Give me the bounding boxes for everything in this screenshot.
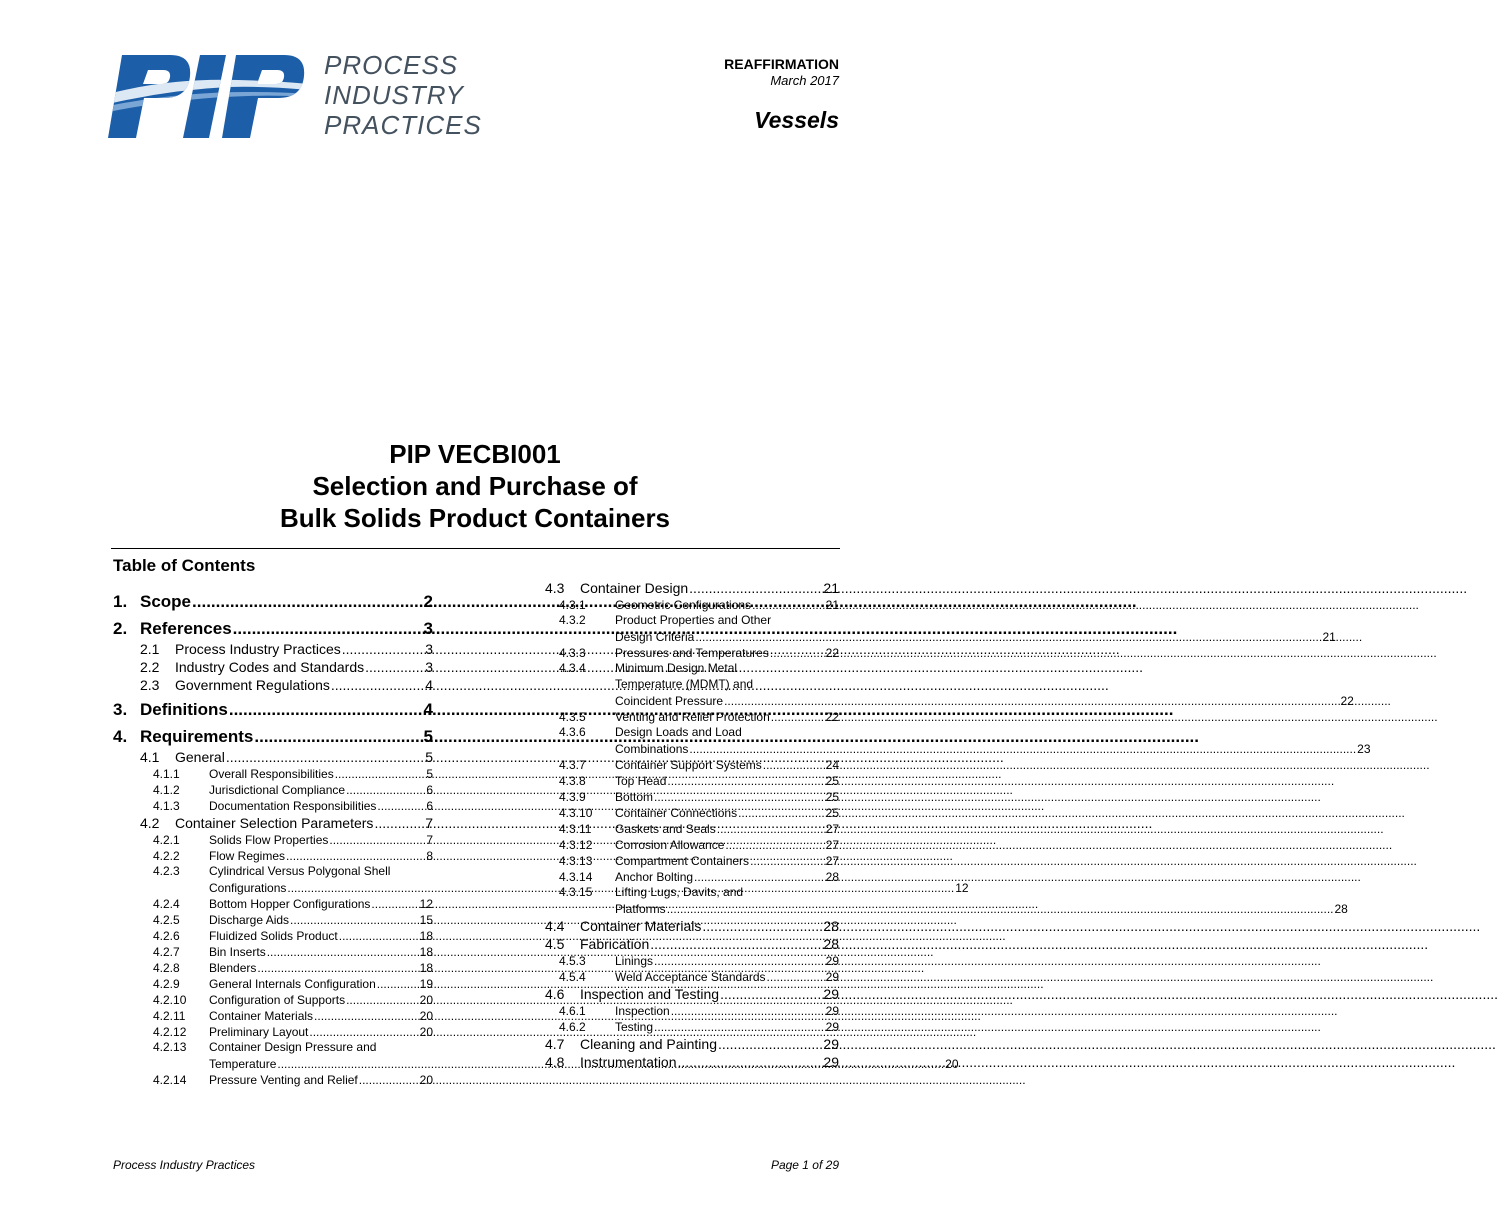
toc-entry[interactable] (545, 1052, 839, 1070)
toc-entry-number: 4.3.9 (559, 790, 586, 804)
toc-entry[interactable] (113, 813, 433, 831)
toc-leader-dots (377, 977, 419, 991)
toc-entry-last-line (615, 692, 1354, 708)
toc-entry-page: 23 (1357, 742, 1371, 756)
toc-leader-dots (314, 1009, 419, 1023)
toc-leader-dots (694, 870, 825, 884)
toc-entry-page: 20 (419, 1025, 433, 1039)
toc-leader-dots (650, 936, 822, 952)
toc-entry[interactable] (113, 959, 433, 975)
toc-entry[interactable] (113, 657, 433, 675)
toc-leader-dots (254, 727, 422, 747)
toc-entry[interactable] (113, 585, 433, 612)
toc-leader-dots (233, 619, 423, 639)
toc-entry[interactable] (113, 639, 433, 657)
toc-leader-dots (331, 677, 424, 693)
toc-entry-page: 29 (825, 1004, 839, 1018)
toc-entry-page: 22 (1340, 694, 1354, 708)
toc-entry-title: Gaskets and Seals (615, 822, 716, 836)
toc-entry-page: 3 (423, 619, 433, 638)
toc-entry-title: Container Materials (209, 1009, 314, 1023)
toc-entry-page: 28 (825, 870, 839, 884)
toc-leader-dots (724, 694, 1339, 708)
toc-entry-page: 3 (425, 659, 433, 675)
toc-entry-number: 4.2.6 (153, 929, 180, 943)
toc-entry[interactable] (545, 984, 839, 1002)
toc-entry-number: 4.2.11 (153, 1009, 186, 1023)
logo-wordmark (324, 50, 482, 140)
toc-entry[interactable] (545, 820, 839, 836)
toc-entry-page: 29 (823, 986, 839, 1002)
toc-entry-number: 4.3.5 (559, 710, 586, 724)
toc-leader-dots (267, 945, 419, 959)
toc-entry-page: 28 (1334, 902, 1348, 916)
toc-leader-dots (763, 758, 825, 772)
toc-entry-number: 4.2.4 (153, 897, 180, 911)
toc-entry-title: General (175, 749, 225, 765)
toc-entry-page: 25 (825, 790, 839, 804)
toc-entry-number: 4.3.15 (559, 885, 593, 899)
toc-leader-dots (346, 783, 425, 797)
toc-entry[interactable] (113, 943, 433, 959)
toc-entry-page: 20 (945, 1057, 959, 1071)
toc-entry-number: 4.3 (545, 580, 565, 596)
toc-entry-page: 5 (423, 727, 433, 746)
toc-entry-title: Platforms (615, 902, 666, 916)
toc-entry[interactable] (545, 724, 1371, 756)
toc-entry-title: Combinations (615, 742, 689, 756)
toc-entry-number: 4.1.3 (153, 799, 180, 813)
toc-entry-title: Flow Regimes (209, 849, 286, 863)
toc-leader-dots (290, 913, 419, 927)
toc-entry-number: 2.2 (140, 659, 160, 675)
toc-entry-title: Geometric Configurations (615, 598, 752, 612)
toc-leader-dots (329, 833, 425, 847)
toc-leader-dots (335, 767, 426, 781)
toc-entry-body (615, 884, 1348, 916)
toc-leader-dots (339, 929, 419, 943)
toc-entry-number: 4.4 (545, 918, 565, 934)
toc-entry[interactable] (113, 612, 433, 639)
toc-entry-page: 21 (823, 580, 839, 596)
toc-entry[interactable] (113, 781, 433, 797)
toc-entry-title: Pressures and Temperatures (615, 646, 769, 660)
toc-leader-dots (752, 598, 825, 612)
toc-leader-dots (738, 806, 825, 820)
toc-leader-dots (229, 700, 423, 720)
toc-entry[interactable] (545, 660, 1354, 708)
toc-entry-last-line (615, 740, 1371, 756)
toc-entry-number: 4.2.10 (153, 993, 187, 1007)
toc-entry-title: Container Support Systems (615, 758, 762, 772)
toc-leader-dots (702, 918, 822, 934)
toc-entry-page: 20 (419, 1073, 433, 1087)
toc-entry-page: 3 (425, 641, 433, 657)
toc-entry-number: 3. (113, 700, 128, 719)
toc-entry-title: Bottom Hopper Configurations (209, 897, 371, 911)
toc-entry[interactable] (113, 895, 433, 911)
toc-entry[interactable] (545, 934, 839, 952)
title-line: Bulk Solids Product Containers (279, 503, 671, 533)
toc-entry-number: 4. (113, 727, 128, 746)
toc-entry[interactable] (545, 804, 839, 820)
document-header (724, 56, 839, 134)
toc-leader-dots (192, 592, 423, 612)
toc-entry-title: Minimum Design Metal (615, 661, 738, 675)
toc-entry-title: Bottom (615, 790, 654, 804)
toc-entry-page: 5 (425, 749, 433, 765)
toc-entry-number: 4.3.4 (559, 661, 586, 675)
toc-entry[interactable] (545, 836, 839, 852)
toc-entry-page: 12 (955, 881, 969, 895)
toc-entry[interactable] (545, 612, 1336, 644)
toc-entry-number: 4.2.3 (153, 864, 180, 878)
toc-leader-dots (689, 742, 1356, 756)
toc-entry-page: 27 (825, 838, 839, 852)
toc-entry-last-line (615, 900, 1348, 916)
issue-date: March 2017 (770, 73, 839, 88)
toc-entry-page: 15 (419, 913, 433, 927)
toc-entry[interactable] (113, 1023, 433, 1039)
toc-entry[interactable] (113, 797, 433, 813)
toc-leader-dots (342, 641, 424, 657)
toc-leader-dots (309, 1025, 418, 1039)
toc-leader-dots (678, 1054, 823, 1070)
toc-entry-title: Discharge Aids (209, 913, 290, 927)
toc-entry-number: 4.5 (545, 936, 565, 952)
toc-entry-number: 4.6.2 (559, 1020, 586, 1034)
divider (111, 548, 840, 549)
toc-entry-page: 21 (1322, 630, 1336, 644)
toc-entry-number: 4.3.13 (559, 854, 593, 868)
toc-entry-title: Coincident Pressure (615, 694, 724, 708)
toc-entry[interactable] (113, 991, 433, 1007)
toc-entry[interactable] (545, 708, 839, 724)
toc-leader-dots (226, 749, 424, 765)
toc-entry-title: General Internals Configuration (209, 977, 376, 991)
toc-entry-title: Top Head (615, 774, 667, 788)
document-title (0, 438, 950, 534)
toc-entry-number: 4.2.7 (153, 945, 180, 959)
toc-entry-title: Fabrication (580, 936, 650, 952)
toc-entry-title: References (140, 619, 232, 638)
toc-entry-page: 22 (825, 710, 839, 724)
toc-entry-page: 20 (419, 1009, 433, 1023)
toc-leader-dots (374, 815, 424, 831)
toc-entry-number: 2.1 (140, 641, 160, 657)
toc-entry[interactable] (113, 975, 433, 991)
toc-leader-dots (377, 799, 425, 813)
logo-word: PRACTICES (324, 110, 482, 140)
toc-entry-page: 25 (825, 806, 839, 820)
toc-entry-title: Linings (615, 954, 654, 968)
toc-entry-title: Weld Acceptance Standards (615, 970, 766, 984)
toc-entry-number: 4.1.2 (153, 783, 180, 797)
toc-entry-number: 4.3.7 (559, 758, 586, 772)
toc-entry-page: 18 (419, 945, 433, 959)
toc-leader-dots (257, 961, 418, 975)
toc-leader-dots (767, 970, 825, 984)
toc-entry[interactable] (545, 868, 839, 884)
toc-entry-title: Bin Inserts (209, 945, 266, 959)
toc-entry-number: 4.2.9 (153, 977, 180, 991)
toc-entry-page: 12 (419, 897, 433, 911)
toc-entry-number: 1. (113, 592, 128, 611)
toc-entry[interactable] (545, 1002, 839, 1018)
toc-entry-title: Inspection and Testing (580, 986, 720, 1002)
toc-entry-title: Instrumentation (580, 1054, 677, 1070)
toc-entry-number: 4.2 (140, 815, 160, 831)
toc-entry[interactable] (545, 916, 839, 934)
toc-entry-number: 4.3.6 (559, 725, 586, 739)
toc-entry-page: 27 (825, 822, 839, 836)
toc-entry-number: 4.1.1 (153, 767, 180, 781)
toc-entry[interactable] (113, 720, 433, 747)
toc-entry-page: 18 (419, 929, 433, 943)
toc-leader-dots (718, 1036, 822, 1052)
toc-entry-number: 4.3.3 (559, 646, 586, 660)
toc-leader-dots (654, 954, 825, 968)
toc-entry-title: Design Loads and Load (615, 725, 742, 739)
toc-entry[interactable] (545, 596, 839, 612)
toc-entry-last-line (615, 628, 1336, 644)
toc-entry-number: 4.2.13 (153, 1040, 187, 1054)
toc-entry-title: Anchor Bolting (615, 870, 694, 884)
toc-entry[interactable] (545, 968, 839, 984)
toc-entry-body (615, 612, 1336, 644)
pip-logo (108, 50, 488, 142)
toc-entry-title: Compartment Containers (615, 854, 750, 868)
toc-entry-page: 5 (426, 767, 433, 781)
toc-entry-title: Government Regulations (175, 677, 330, 693)
toc-entry-title: Temperature (MDMT) and (615, 677, 754, 691)
toc-leader-dots (346, 993, 419, 1007)
toc-entry-page: 29 (825, 954, 839, 968)
toc-entry-page: 6 (426, 799, 433, 813)
toc-leader-dots (667, 774, 824, 788)
toc-entry-title: Configurations (209, 881, 287, 895)
toc-entry-number: 4.7 (545, 1036, 565, 1052)
toc-entry-page: 28 (823, 918, 839, 934)
toc-entry[interactable] (545, 1034, 839, 1052)
toc-entry-number: 4.2.1 (153, 833, 180, 847)
toc-leader-dots (771, 710, 825, 724)
toc-entry-title: Cylindrical Versus Polygonal Shell (209, 864, 391, 878)
toc-entry-page: 7 (426, 833, 433, 847)
toc-entry-title: Container Materials (580, 918, 702, 934)
toc-entry-number: 4.3.8 (559, 774, 586, 788)
toc-leader-dots (750, 854, 825, 868)
toc-entry-number: 4.8 (545, 1054, 565, 1070)
toc-entry-number: 4.6 (545, 986, 565, 1002)
toc-entry[interactable] (113, 831, 433, 847)
toc-entry-title: Product Properties and Other (615, 613, 772, 627)
toc-entry-page: 20 (419, 993, 433, 1007)
toc-entry-number: 4.5.4 (559, 970, 586, 984)
toc-entry-page: 7 (425, 815, 433, 831)
toc-leader-dots (371, 897, 418, 911)
toc-entry-number: 4.1 (140, 749, 160, 765)
pip-logo-mark (108, 50, 308, 142)
toc-entry-number: 4.3.12 (559, 838, 593, 852)
toc-entry-title: Solids Flow Properties (209, 833, 329, 847)
toc-entry-number: 4.6.1 (559, 1004, 586, 1018)
toc-entry-number: 2.3 (140, 677, 160, 693)
toc-entry[interactable] (545, 788, 839, 804)
title-line: PIP VECBI001 (389, 439, 561, 469)
toc-entry[interactable] (113, 765, 433, 781)
toc-leader-dots (667, 902, 1334, 916)
toc-entry-title: Jurisdictional Compliance (209, 783, 346, 797)
toc-entry-body (615, 724, 1371, 756)
toc-entry-title: Fluidized Solids Product (209, 929, 338, 943)
toc-entry-page: 6 (426, 783, 433, 797)
toc-entry-page: 4 (423, 700, 433, 719)
toc-entry[interactable] (113, 675, 433, 693)
toc-entry-title: Container Selection Parameters (175, 815, 374, 831)
logo-word: PROCESS (324, 50, 459, 80)
toc-entry-title: Configuration of Supports (209, 993, 346, 1007)
toc-entry-title: Requirements (140, 727, 254, 746)
toc-leader-dots (671, 1004, 825, 1018)
toc-entry-page: 28 (823, 936, 839, 952)
toc-entry-title: Preliminary Layout (209, 1025, 309, 1039)
toc-entry-page: 29 (825, 970, 839, 984)
toc-heading: Table of Contents (113, 556, 256, 575)
toc-entry[interactable] (545, 772, 839, 788)
toc-entry-title: Scope (140, 592, 192, 611)
logo-word: INDUSTRY (324, 80, 464, 110)
toc-entry-page: 29 (823, 1054, 839, 1070)
toc-leader-dots (365, 659, 424, 675)
toc-leader-dots (770, 646, 825, 660)
toc-entry[interactable] (113, 847, 433, 863)
toc-entry[interactable] (113, 747, 433, 765)
toc-entry-number: 2. (113, 619, 128, 638)
toc-entry-title: Inspection (615, 1004, 670, 1018)
toc-entry[interactable] (545, 852, 839, 868)
toc-entry[interactable] (545, 644, 839, 660)
toc-entry[interactable] (113, 1007, 433, 1023)
toc-entry-title: Overall Responsibilities (209, 767, 334, 781)
title-line: Selection and Purchase of (312, 471, 638, 501)
toc-entry-title: Testing (615, 1020, 654, 1034)
toc-entry-page: 27 (825, 854, 839, 868)
toc-entry[interactable] (545, 578, 839, 596)
toc-entry-number: 4.3.2 (559, 613, 586, 627)
toc-entry-title: Documentation Responsibilities (209, 799, 377, 813)
toc-entry-page: 4 (425, 677, 433, 693)
toc-entry-number: 4.3.1 (559, 598, 586, 612)
toc-leader-dots (286, 849, 425, 863)
toc-entry-title: Design Criteria (615, 630, 695, 644)
toc-leader-dots (654, 1020, 825, 1034)
toc-entry-title: Industry Codes and Standards (175, 659, 365, 675)
toc-entry[interactable] (113, 1071, 433, 1087)
toc-entry-title: Cleaning and Painting (580, 1036, 717, 1052)
toc-entry-number: 4.2.12 (153, 1025, 187, 1039)
toc-entry-page: 18 (419, 961, 433, 975)
toc-entry-page: 2 (423, 592, 433, 611)
toc-leader-dots (695, 630, 1321, 644)
toc-entry-number: 4.3.10 (559, 806, 593, 820)
toc-leader-dots (359, 1073, 419, 1087)
toc-entry-title: Container Design Pressure and (209, 1040, 377, 1054)
toc-entry-page: 19 (419, 977, 433, 991)
toc-leader-dots (689, 580, 822, 596)
toc-entry-title: Pressure Venting and Relief (209, 1073, 358, 1087)
toc-entry-page: 25 (825, 774, 839, 788)
toc-leader-dots (720, 986, 822, 1002)
toc-entry-title: Blenders (209, 961, 257, 975)
category-title: Vessels (754, 107, 839, 133)
toc-entry-number: 4.2.5 (153, 913, 180, 927)
toc-entry-number: 4.2.2 (153, 849, 180, 863)
toc-entry[interactable] (113, 693, 433, 720)
toc-entry-number: 4.2.14 (153, 1073, 187, 1087)
toc-entry-number: 4.3.14 (559, 870, 593, 884)
toc-entry-body (615, 660, 1354, 708)
toc-entry-page: 29 (823, 1036, 839, 1052)
toc-entry-page: 8 (426, 849, 433, 863)
footer-organization: Process Industry Practices (113, 1158, 256, 1172)
toc-entry[interactable] (545, 1018, 839, 1034)
page-number: Page 1 of 29 (770, 1158, 839, 1172)
toc-entry-title: Lifting Lugs, Davits, and (615, 885, 744, 899)
toc-entry-title: Corrosion Allowance (615, 838, 725, 852)
toc-entry[interactable] (113, 911, 433, 927)
toc-leader-dots (725, 838, 824, 852)
toc-leader-dots (654, 790, 825, 804)
toc-entry-title: Temperature (209, 1057, 277, 1071)
toc-entry[interactable] (113, 927, 433, 943)
toc-entry-page: 21 (825, 598, 839, 612)
toc-entry-page: 24 (825, 758, 839, 772)
toc-entry[interactable] (545, 952, 839, 968)
toc-entry-title: Container Connections (615, 806, 738, 820)
toc-entry-title: Container Design (580, 580, 689, 596)
toc-entry-page: 22 (825, 646, 839, 660)
toc-entry-title: Venting and Relief Protection (615, 710, 770, 724)
toc-entry[interactable] (545, 756, 839, 772)
toc-entry-number: 4.3.11 (559, 822, 592, 836)
toc-leader-dots (717, 822, 825, 836)
status-label: REAFFIRMATION (724, 56, 839, 72)
toc-entry-number: 4.5.3 (559, 954, 586, 968)
toc-entry-title: Process Industry Practices (175, 641, 341, 657)
toc-entry-number: 4.2.8 (153, 961, 180, 975)
toc-entry-page: 29 (825, 1020, 839, 1034)
toc-entry-title: Definitions (140, 700, 228, 719)
